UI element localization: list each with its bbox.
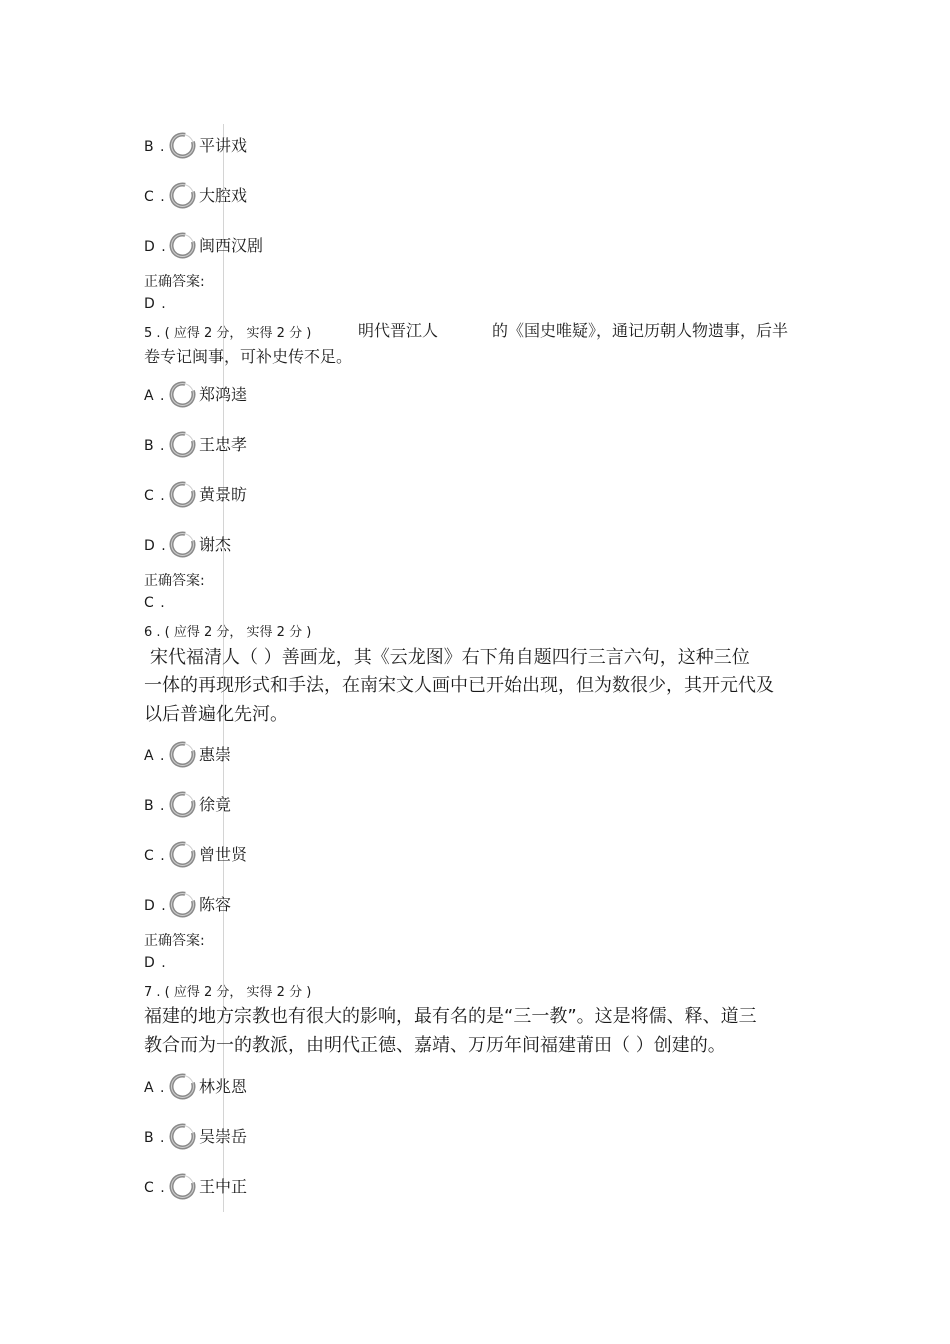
radio-button-icon[interactable] <box>168 740 197 769</box>
option-text: 王中正 <box>199 1177 248 1196</box>
q5-score-header: 5 . ( 应得 2 分， 实得 2 分 ) <box>144 326 312 341</box>
q7-text-line2: 教合而为一的教派，由明代正德、嘉靖、万历年间福建莆田（ ）创建的。 <box>144 1035 726 1056</box>
q5-option-a[interactable] <box>144 380 444 410</box>
radio-button-icon[interactable] <box>168 1072 197 1101</box>
correct-answer-label: 正确答案: <box>144 573 205 589</box>
correct-answer-value: D . <box>144 296 167 312</box>
option-letter: A . <box>144 388 166 404</box>
radio-button-icon[interactable] <box>168 181 197 210</box>
q6-text-line2: 一体的再现形式和手法，在南宋文人画中已开始出现，但为数很少，其开元代及 <box>144 675 774 696</box>
option-text: 曾世贤 <box>199 845 248 864</box>
option-text: 陈容 <box>199 895 232 914</box>
radio-button-icon[interactable] <box>168 1122 197 1151</box>
q7-option-b[interactable] <box>144 1122 444 1152</box>
q6-option-a[interactable] <box>144 740 444 770</box>
q5-option-d[interactable] <box>144 530 444 560</box>
option-letter: B . <box>144 438 166 454</box>
q6-text-line3: 以后普遍化先河。 <box>144 704 288 725</box>
q6-score-header: 6 . ( 应得 2 分， 实得 2 分 ) <box>144 625 312 640</box>
q7-option-a[interactable] <box>144 1072 444 1102</box>
option-text: 大腔戏 <box>199 186 248 205</box>
q4-option-c[interactable] <box>144 181 444 211</box>
q5-text-part2: 的《国史唯疑》，通记历朝人物遗事，后半 <box>492 321 789 340</box>
q7-text-line1: 福建的地方宗教也有很大的影响，最有名的是“三一教”。这是将儒、释、道三 <box>144 1006 757 1027</box>
option-letter: D . <box>144 898 167 914</box>
option-text: 谢杰 <box>199 535 232 554</box>
q5-text-line2: 卷专记闽事，可补史传不足。 <box>144 347 353 366</box>
option-text: 惠崇 <box>199 745 232 764</box>
q6-option-b[interactable] <box>144 790 444 820</box>
option-text: 黄景昉 <box>199 485 248 504</box>
radio-button-icon[interactable] <box>168 380 197 409</box>
option-letter: D . <box>144 538 167 554</box>
option-letter: B . <box>144 139 166 155</box>
radio-button-icon[interactable] <box>168 1172 197 1201</box>
radio-button-icon[interactable] <box>168 790 197 819</box>
q6-option-d[interactable] <box>144 890 444 920</box>
radio-button-icon[interactable] <box>168 530 197 559</box>
q6-option-c[interactable] <box>144 840 444 870</box>
option-text: 闽西汉剧 <box>199 236 264 255</box>
option-text: 吴崇岳 <box>199 1127 248 1146</box>
option-letter: B . <box>144 1130 166 1146</box>
option-text: 郑鸿逵 <box>199 385 248 404</box>
option-letter: A . <box>144 1080 166 1096</box>
q6-text-line1: 宋代福清人（ ）善画龙，其《云龙图》右下角自题四行三言六句，这种三位 <box>150 647 750 668</box>
option-text: 平讲戏 <box>199 136 248 155</box>
radio-button-icon[interactable] <box>168 480 197 509</box>
q4-option-b[interactable] <box>144 131 444 161</box>
q7-score-header: 7 . ( 应得 2 分， 实得 2 分 ) <box>144 985 312 1000</box>
q4-option-d[interactable] <box>144 231 444 261</box>
radio-button-icon[interactable] <box>168 131 197 160</box>
correct-answer-value: C . <box>144 595 166 611</box>
correct-answer-label: 正确答案: <box>144 274 205 290</box>
option-letter: A . <box>144 748 166 764</box>
option-text: 林兆恩 <box>199 1077 248 1096</box>
radio-button-icon[interactable] <box>168 890 197 919</box>
option-letter: D . <box>144 239 167 255</box>
option-text: 王忠孝 <box>199 435 248 454</box>
option-text: 徐竟 <box>199 795 232 814</box>
option-letter: B . <box>144 798 166 814</box>
radio-button-icon[interactable] <box>168 430 197 459</box>
option-letter: C . <box>144 848 166 864</box>
option-letter: C . <box>144 189 166 205</box>
q5-option-b[interactable] <box>144 430 444 460</box>
radio-button-icon[interactable] <box>168 840 197 869</box>
q5-option-c[interactable] <box>144 480 444 510</box>
option-letter: C . <box>144 488 166 504</box>
correct-answer-label: 正确答案: <box>144 933 205 949</box>
radio-button-icon[interactable] <box>168 231 197 260</box>
option-letter: C . <box>144 1180 166 1196</box>
q5-text-part1: 明代晋江人 <box>358 321 439 340</box>
correct-answer-value: D . <box>144 955 167 971</box>
q7-option-c[interactable] <box>144 1172 444 1202</box>
